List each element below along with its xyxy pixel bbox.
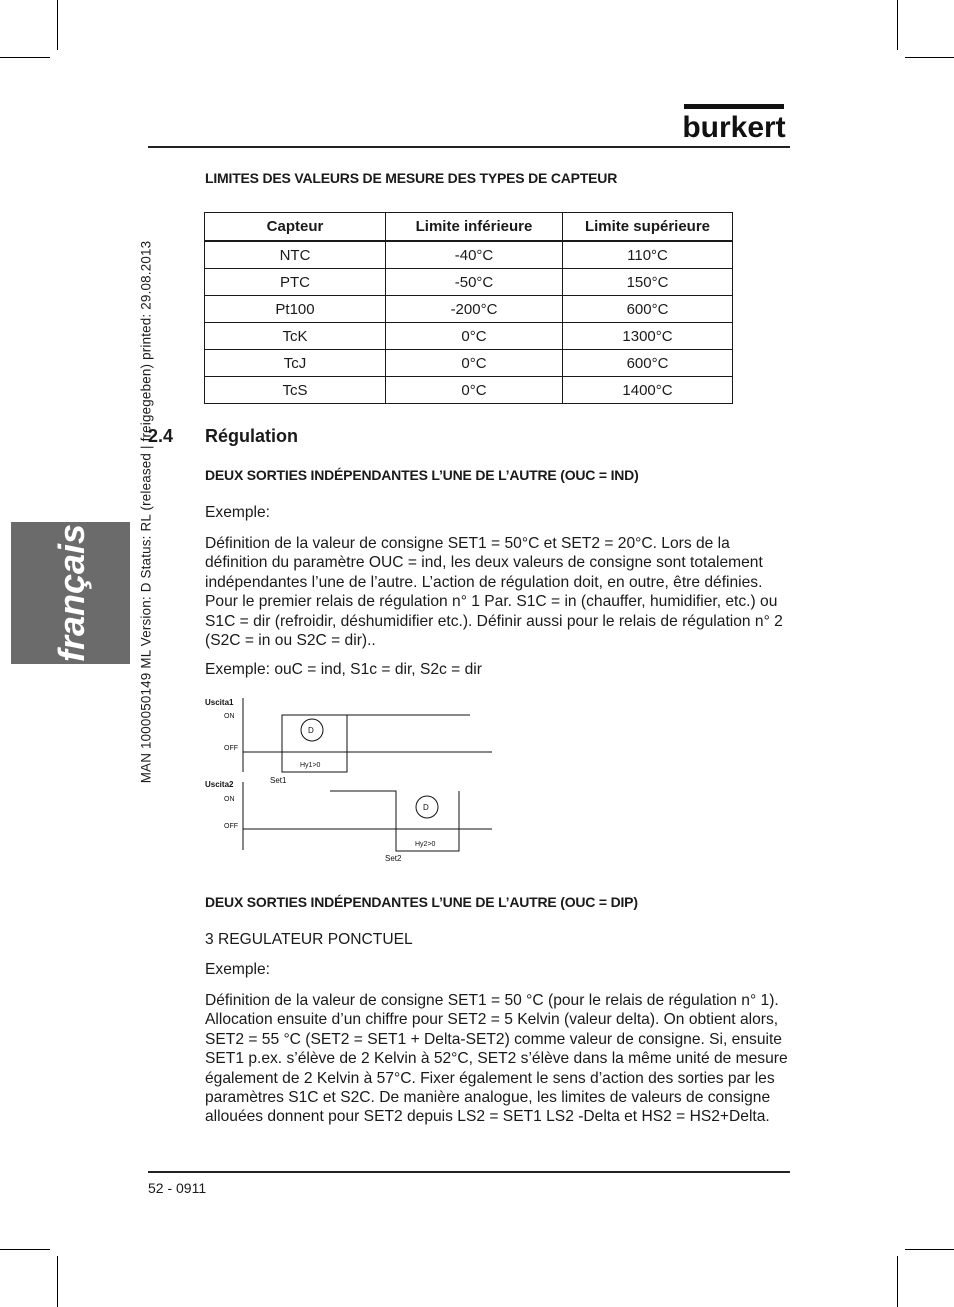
table-cell: TcS [205, 377, 386, 404]
ind-example-line: Exemple: ouC = ind, S1c = dir, S2c = dir [205, 661, 482, 678]
out2-on-curve [330, 791, 396, 829]
crop-mark [905, 1249, 954, 1250]
table-cell: 1400°C [563, 377, 733, 404]
column-header: Limite supérieure [563, 213, 733, 242]
crop-mark [0, 1249, 50, 1250]
burkert-logo [678, 104, 790, 140]
column-header: Capteur [205, 213, 386, 242]
table-cell: 0°C [386, 323, 563, 350]
table-cell: PTC [205, 269, 386, 296]
table-cell: -50°C [386, 269, 563, 296]
table-cell: -40°C [386, 241, 563, 269]
set1-label: Set1 [270, 776, 287, 785]
out2-label: Uscita2 [205, 780, 234, 789]
table-row [205, 350, 733, 377]
logo-text: burkert [682, 111, 786, 140]
out1-label: Uscita1 [205, 698, 234, 707]
document-meta: MAN 1000050149 ML Version: D Status: RL (released | freigegeben) printed: 29.08.2013 [138, 240, 154, 784]
section-number: 2.4 [148, 426, 174, 446]
table-cell: 1300°C [563, 323, 733, 350]
table-cell: NTC [205, 241, 386, 269]
header-rule [148, 146, 790, 148]
dip-heading: DEUX SORTIES INDÉPENDANTES L’UNE DE L’AUTRE (OUC = DIP) [205, 894, 638, 910]
language-tab-label: français [51, 523, 92, 663]
table-row [205, 241, 733, 269]
table-row [205, 323, 733, 350]
crop-mark [897, 1256, 898, 1307]
dip-paragraph: Définition de la valeur de consigne SET1 = 50 °C (pour le relais de régulation n° 1). Allocation ensuite d’un chiffre pour SET2 = 5 Kelvin (valeur delta). On obtient alors, SET2 = 55 °C (SET2 = SET1 + Delta-SET2) comme valeur de consigne. Si, ensuite SET1 p.ex. s’élève de 2 Kelvin à 52°C, SET2 s’élève dans la même unité de mesure également de 2 Kelvin à 57°C. Fixer également le sens d’action des sorties par les paramètres S1C et S2C. De manière analogue, les limites de valeurs de consigne allouées donnent pour SET2 depuis LS2 = SET1 LS2 -Delta et HS2 = HS2+Delta. [205, 992, 788, 1126]
table-cell: 600°C [563, 296, 733, 323]
dip-subheading: 3 REGULATEUR PONCTUEL [205, 931, 413, 948]
section-title: Régulation [205, 426, 298, 446]
sensor-limits-table [204, 212, 733, 404]
table-row [205, 296, 733, 323]
out1-off-label: OFF [224, 745, 238, 752]
ind-heading: DEUX SORTIES INDÉPENDANTES L’UNE DE L’AUTRE (OUC = IND) [205, 467, 639, 483]
table-cell: TcJ [205, 350, 386, 377]
crop-mark [897, 0, 898, 50]
out2-on-label: ON [224, 796, 235, 803]
regulation-diagram [200, 690, 500, 865]
hy1-label: Hy1>0 [300, 762, 321, 769]
page-number: 52 - 0911 [148, 1180, 207, 1196]
crop-mark [0, 57, 50, 58]
d1-label: D [308, 726, 314, 735]
table-cell: Pt100 [205, 296, 386, 323]
footer-rule [148, 1171, 790, 1173]
set2-label: Set2 [385, 854, 402, 863]
table-cell: -200°C [386, 296, 563, 323]
ind-example-label: Exemple: [205, 504, 271, 521]
table-row [205, 377, 733, 404]
table-header-row [205, 213, 733, 242]
column-header: Limite inférieure [386, 213, 563, 242]
table-cell: TcK [205, 323, 386, 350]
crop-mark [905, 57, 954, 58]
limits-heading: LIMITES DES VALEURS DE MESURE DES TYPES DE CAPTEUR [205, 170, 618, 186]
table-cell: 0°C [386, 350, 563, 377]
out1-on-label: ON [224, 713, 235, 720]
ind-paragraph: Définition de la valeur de consigne SET1 = 50°C et SET2 = 20°C. Lors de la définition du paramètre OUC = ind, les deux valeurs de consigne sont totalement indépendantes l’une de l’autre. L’action de régulation doit, en outre, être définies. Pour le premier relais de régulation n° 1 Par. S1C = in (chauffer, humidifier, etc.) ou S1C = dir (refroidir, déshumidifier etc.). Définir aussi pour le relais de régulation n° 2 (S2C = in ou S2C = dir).. [205, 535, 783, 650]
d2-label: D [423, 803, 429, 812]
table-cell: 110°C [563, 241, 733, 269]
crop-mark [57, 0, 58, 50]
table-cell: 150°C [563, 269, 733, 296]
table-cell: 0°C [386, 377, 563, 404]
crop-mark [57, 1256, 58, 1307]
dip-example-label: Exemple: [205, 961, 271, 978]
table-cell: 600°C [563, 350, 733, 377]
table-row [205, 269, 733, 296]
out2-off-label: OFF [224, 823, 238, 830]
hy2-label: Hy2>0 [415, 841, 436, 848]
